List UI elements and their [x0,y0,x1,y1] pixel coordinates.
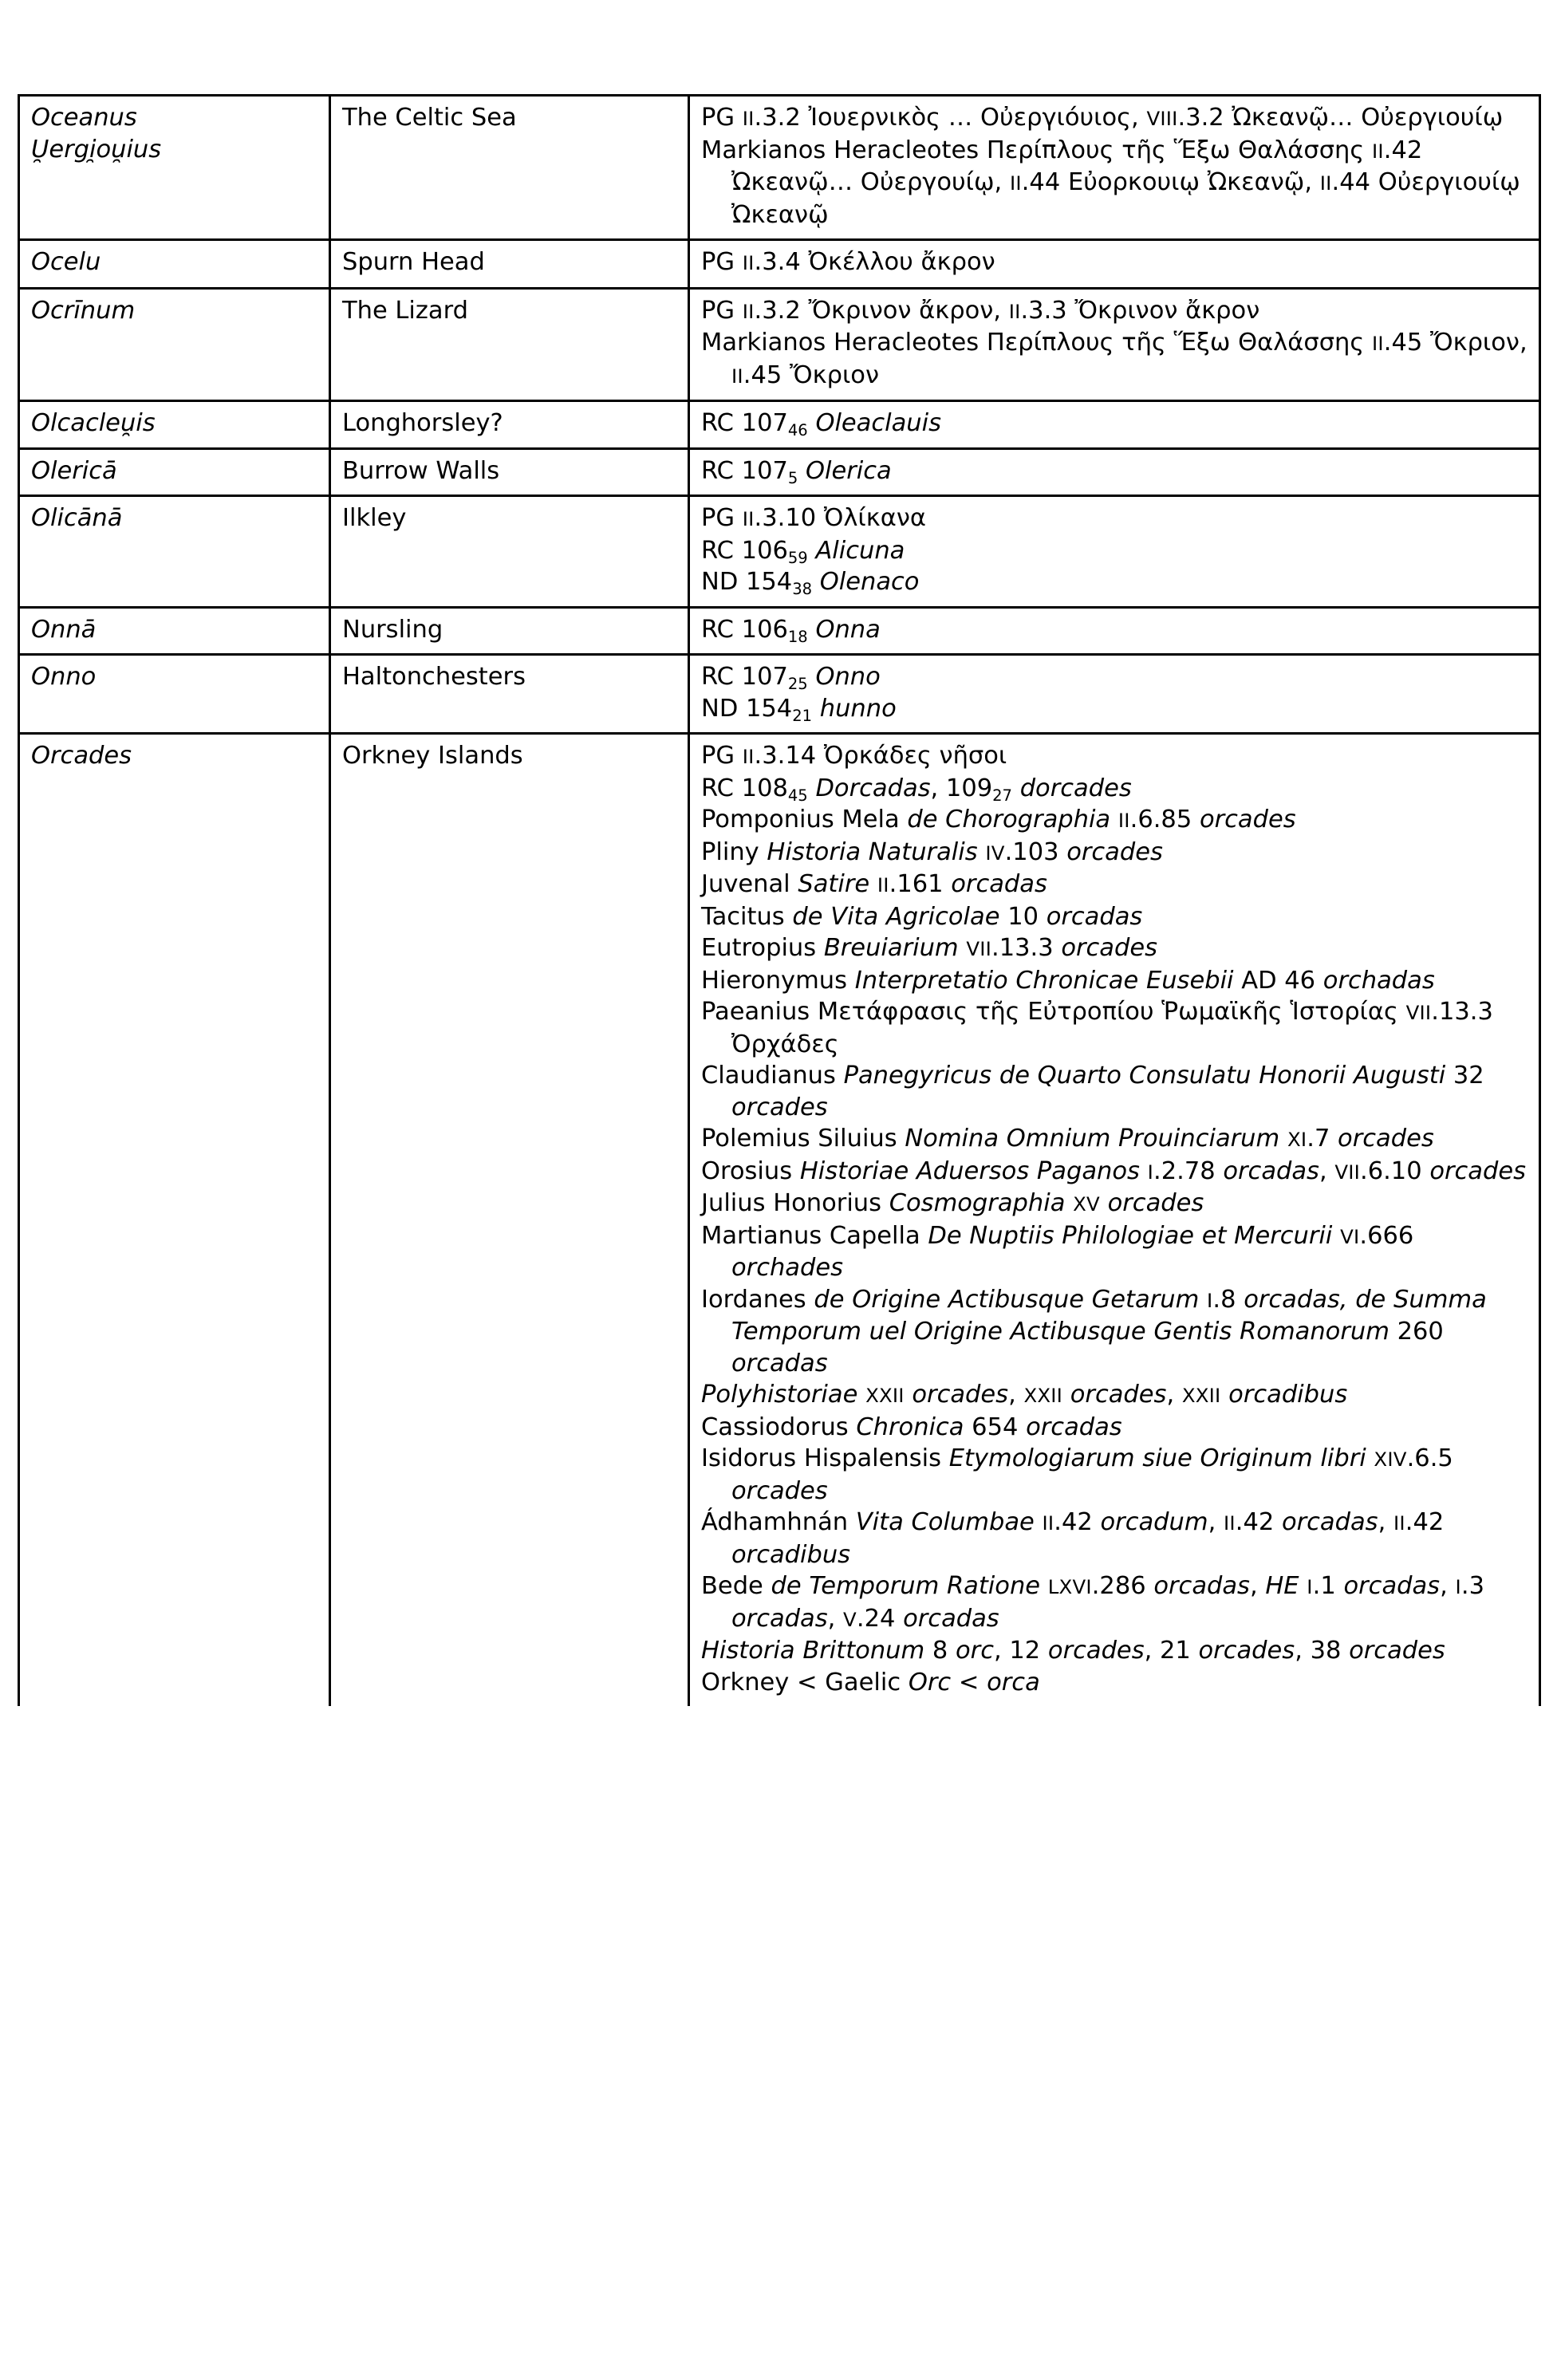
attestation-line: Julius Honorius Cosmographia XV orcades [701,1189,1204,1217]
modern-name-cell: Burrow Walls [330,448,689,496]
attestations-cell [689,240,1540,289]
attestation-line: Isidorus Hispalensis Etymologiarum siue Originum libri XIV.6.5 orcades [701,1444,1453,1505]
attestation-line: RC $106_{18}$ Onna [701,615,881,646]
attestation-line: Martianus Capella De Nuptiis Philologiae et Mercurii VI.666 orchades [701,1221,1414,1282]
headword-line: Oceanus [31,104,137,132]
attestation-line: RC $107_{46}$ Oleaclauis [701,409,942,440]
attestation-line: PG II.3.14 Ὀρκάδες νῆσοι [701,742,1007,770]
attestation-line: Markianos Heracleotes Περίπλους τῆς Ἕξω Θαλάσσης II.45 Ὄκριον, II.45 Ὄκριον [701,329,1527,389]
attestation-line: ND $154_{38}$ Olenaco [701,568,920,599]
attestations-cell [689,655,1540,734]
attestations-cell [689,288,1540,401]
attestation-line: Historia Brittonum 8 orc, 12 orcades, 21 orcades, 38 orcades [701,1637,1445,1665]
attestations-cell [689,401,1540,449]
headword-line: Olcacleu̯is [31,409,156,437]
attestation-line: Tacitus de Vita Agricolae 10 orcadas [701,902,1143,931]
placename-glossary-table [18,94,1541,1706]
attestation-line: RC $107_5$ Olerica [701,456,892,487]
attestation-line: Markianos Heracleotes Περίπλους τῆς Ἕξω Θαλάσσης II.42 Ὠκεανῷ… Οὐεργουίῳ, II.44 Εὐορκουιῳ Ὠκεανῷ, II.44 Οὐεργιουίῳ Ὠκεανῷ [701,136,1520,229]
attestation-line: Polyhistoriae XXII orcades, XXII orcades, XXII orcadibus [701,1381,1348,1409]
table-row [19,96,1540,240]
table-row [19,607,1540,655]
headword-line: Onno [31,663,97,691]
attestations-cell [689,607,1540,655]
attestation-line: Bede de Temporum Ratione LXVI.286 orcadas, HE I.1 orcadas, I.3 orcadas, V.24 orcadas [701,1572,1484,1633]
headword-line: U̯ergi̯ou̯ius [31,135,162,164]
headword-line: Onnā [31,615,97,644]
attestation-line: RC $106_{59}$ Alicuna [701,536,905,567]
headword-cell [19,240,330,289]
modern-name-cell: Haltonchesters [330,655,689,734]
table-row [19,448,1540,496]
attestation-line: Polemius Siluius Nomina Omnium Prouinciarum XI.7 orcades [701,1125,1434,1153]
headword-cell [19,401,330,449]
attestation-line: PG II.3.4 Ὀκέλλου ἄκρον [701,248,995,276]
attestation-line: Eutropius Breuiarium VII.13.3 orcades [701,934,1157,962]
attestation-line: PG II.3.2 Ὄκρινον ἄκρον, II.3.3 Ὄκρινον ἄκρον [701,296,1260,325]
headword-line: Orcades [31,742,132,770]
modern-name-cell: The Celtic Sea [330,96,689,240]
attestation-line: Claudianus Panegyricus de Quarto Consulatu Honorii Augusti 32 orcades [701,1062,1484,1121]
table-row [19,734,1540,1707]
table-row [19,401,1540,449]
headword-cell [19,655,330,734]
attestation-line: ND $154_{21}$ hunno [701,694,897,725]
attestation-line: Pomponius Mela de Chorographia II.6.85 orcades [701,806,1296,833]
attestation-line: RC $107_{25}$ Onno [701,663,881,694]
modern-name-cell: Longhorsley? [330,401,689,449]
headword-line: Olericā [31,456,117,485]
attestations-cell [689,448,1540,496]
headword-cell [19,734,330,1707]
headword-cell [19,448,330,496]
attestation-line: Paeanius Μετάφρασις τῆς Εὐτροπίου Ῥωμαϊκῆς Ἱστορίας VII.13.3 Ὀρχάδες [701,998,1493,1058]
modern-name-cell: Orkney Islands [330,734,689,1707]
attestation-line: RC $108_{45}$ Dorcadas, $109_{27}$ dorcades [701,774,1132,805]
attestation-line: Cassiodorus Chronica 654 orcadas [701,1413,1122,1441]
attestation-line: Juvenal Satire II.161 orcadas [701,870,1047,898]
headword-cell [19,607,330,655]
table-row [19,288,1540,401]
attestation-line: Hieronymus Interpretatio Chronicae Eusebii AD 46 orchadas [701,966,1435,995]
modern-name-cell: Spurn Head [330,240,689,289]
attestations-cell [689,496,1540,608]
table-row [19,240,1540,289]
table-row [19,496,1540,608]
attestation-line: Pliny Historia Naturalis IV.103 orcades [701,837,1163,866]
headword-cell [19,96,330,240]
attestation-line: PG II.3.10 Ὀλίκανα [701,504,926,532]
headword-line: Ocelu [31,248,101,276]
attestation-line: Ádhamhnán Vita Columbae II.42 orcadum, II.42 orcadas, II.42 orcadibus [701,1508,1445,1569]
modern-name-cell: The Lizard [330,288,689,401]
modern-name-cell: Ilkley [330,496,689,608]
attestation-line: PG II.3.2 Ἰουερνικὸς … Οὐεργιόυιος, VIII.3.2 Ὠκεανῷ… Οὐεργιουίῳ [701,104,1504,132]
headword-cell [19,288,330,401]
headword-line: Olicānā [31,504,123,532]
headword-line: Ocrīnum [31,296,136,325]
attestation-line: Orkney < Gaelic Orc < orca [701,1668,1040,1696]
table-row [19,655,1540,734]
attestation-line: Iordanes de Origine Actibusque Getarum I.8 orcadas, de Summa Temporum uel Origine Actibusque Gentis Romanorum 260 orcadas [701,1285,1487,1377]
attestation-line: Orosius Historiae Aduersos Paganos I.2.78 orcadas, VII.6.10 orcades [701,1157,1527,1185]
modern-name-cell: Nursling [330,607,689,655]
headword-cell [19,496,330,608]
attestations-cell [689,96,1540,240]
attestations-cell [689,734,1540,1707]
